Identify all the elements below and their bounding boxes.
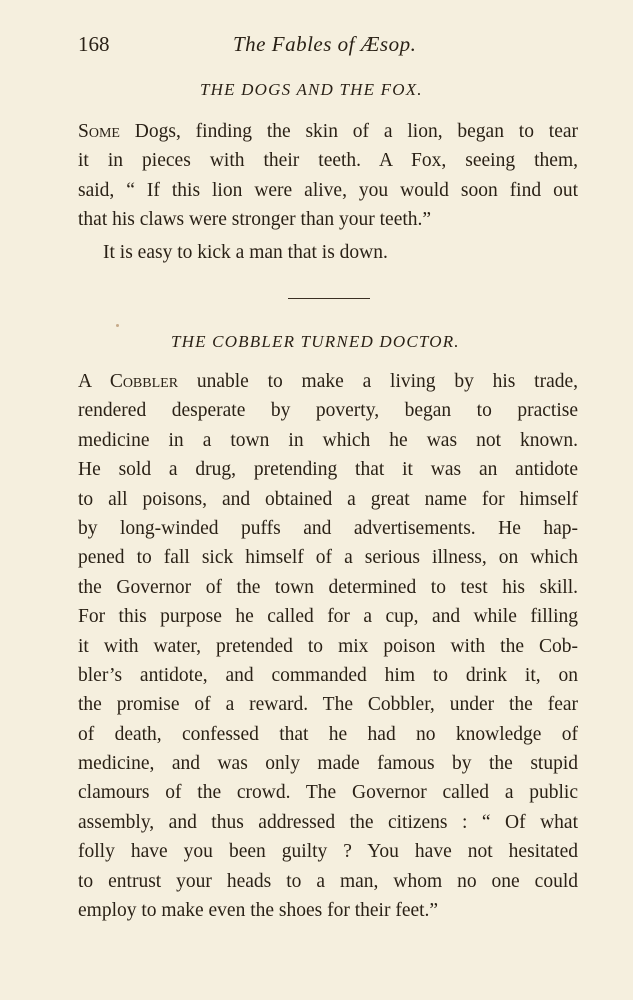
text-line: For this purpose he called for a cup, and while filling [78,606,578,628]
drop-word: Cobbler [109,371,179,392]
text-line: the Governor of the town determined to test his skill. [78,576,578,598]
text-line: bler’s antidote, and commanded him to drink it, on [78,664,578,686]
text-line: it in pieces with their teeth. A Fox, seeing them, [78,150,578,172]
text-line: rendered desperate by poverty, began to practise [78,400,578,422]
text-line: to all poisons, and obtained a great name for himself [78,488,578,510]
text-line: clamours of the crowd. The Governor called a public [78,782,578,804]
text-line: that his claws were stronger than your teeth.” [78,209,432,231]
text-line [78,117,578,146]
text-line-content: Dogs, finding the skin of a lion, began to tear [119,121,578,142]
drop-word: Some [78,121,120,142]
fable-title-dogs-and-fox: THE DOGS AND THE FOX. [200,80,423,99]
text-line: the promise of a reward. The Cobbler, under the fear [78,694,578,716]
text-line: of death, confessed that he had no knowledge of [78,723,578,745]
text-line: employ to make even the shoes for their feet.” [78,900,439,922]
page-number: 168 [78,32,110,56]
text-line [78,367,578,396]
fable-title-cobbler-turned-doctor: THE COBBLER TURNED DOCTOR. [171,332,460,351]
fable-body-cobbler-turned-doctor [78,367,578,925]
text-line: medicine, and was only made famous by the stupid [78,753,578,775]
running-head [78,32,578,62]
running-title: The Fables of Æsop. [233,32,417,56]
text-line: medicine in a town in which he was not known. [78,429,578,451]
section-divider [288,298,370,299]
text-line: said, “ If this lion were alive, you would soon find out [78,179,578,201]
text-line: by long-winded puffs and advertisements. He hap- [78,517,578,539]
text-line: it with water, pretended to mix poison with the Cob- [78,635,578,657]
text-line: He sold a drug, pretending that it was an antidote [78,459,578,481]
paper-speck [116,324,119,327]
fable-body-dogs-and-fox [78,117,578,235]
text-line: folly have you been guilty ? You have not hesitated [78,841,578,863]
text-line-content: unable to make a living by his trade, [178,371,579,392]
text-line: to entrust your heads to a man, whom no one could [78,870,578,892]
drop-article: A [78,371,92,392]
text-line: assembly, and thus addressed the citizens : “ Of what [78,811,578,833]
text-line: pened to fall sick himself of a serious illness, on which [78,547,578,569]
fable-moral: It is easy to kick a man that is down. [103,242,388,263]
